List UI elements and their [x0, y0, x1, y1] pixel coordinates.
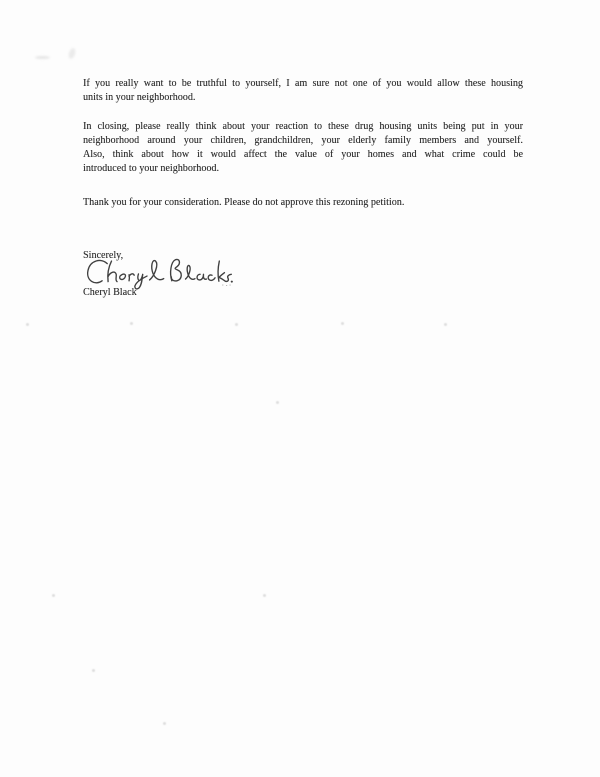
paragraph	[83, 77, 523, 105]
typed-name	[83, 286, 283, 300]
signature-stroke	[88, 260, 108, 282]
scan-speck	[163, 722, 166, 725]
paragraph	[83, 196, 523, 210]
scan-speck	[52, 594, 55, 597]
signature-stroke	[150, 261, 164, 280]
signature-stroke	[108, 261, 117, 282]
scan-speck	[263, 594, 266, 597]
typed-name-text: Cheryl Black	[83, 287, 137, 298]
signature-stroke	[208, 275, 215, 280]
scan-speck	[130, 322, 133, 325]
paragraph	[83, 120, 523, 176]
signature-stroke	[171, 259, 182, 280]
scan-smudge	[35, 56, 50, 59]
signature-stroke	[129, 274, 134, 281]
scan-speck	[276, 401, 279, 404]
paragraph-line: If you really want to be truthful to yourself, I am sure not one of you would allow these housing	[83, 78, 523, 89]
scan-speck	[26, 323, 29, 326]
signature-stroke	[218, 261, 231, 281]
scan-smudge	[67, 47, 76, 59]
paragraph-line: neighborhood around your children, grandchildren, your elderly family members and yourself.	[83, 135, 523, 146]
paragraph-line: units in your neighborhood.	[83, 92, 196, 103]
paragraph-line: introduced to your neighborhood.	[83, 163, 220, 174]
signature-stroke	[197, 274, 206, 280]
signature-stroke	[186, 265, 195, 279]
paragraph-line: Also, think about how it would affect the value of your homes and what crime could be	[83, 149, 523, 160]
signature-stroke	[120, 274, 126, 279]
scan-speck	[341, 322, 344, 325]
scan-speck	[235, 323, 238, 326]
paragraph-line: Thank you for your consideration. Please do not approve this rezoning petition.	[83, 197, 405, 208]
paragraph-line: In closing, please really think about your reaction to these drug housing units being put in your	[83, 121, 523, 132]
scan-speck	[444, 323, 447, 326]
scan-speck	[92, 669, 95, 672]
closing-text: Sincerely,	[83, 250, 124, 261]
